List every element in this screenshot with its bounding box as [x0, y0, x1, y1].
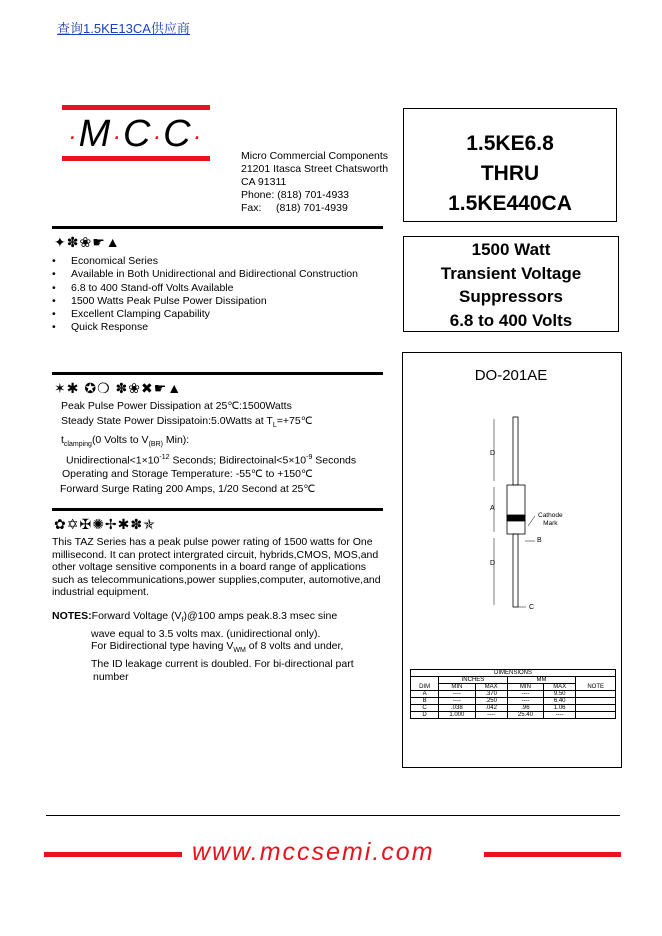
- company-name: Micro Commercial Components: [241, 150, 389, 162]
- rating-text: Steady State Power Dissipatoin:5.0Watts at T: [61, 415, 273, 427]
- url-domain: mccsemi: [259, 838, 373, 866]
- logo-letter-m: M: [78, 113, 113, 155]
- table-cell: .370: [475, 691, 507, 698]
- top-link[interactable]: 查询1.5KE13CA供应商: [57, 21, 190, 36]
- table-col-header: MAX: [475, 684, 507, 691]
- desc-line-1: 1500 Watt: [471, 240, 551, 259]
- rating-text: Min):: [162, 434, 190, 447]
- footer-bar-right: [484, 852, 621, 857]
- desc-line-3: Suppressors: [459, 287, 563, 306]
- list-item: • Economical Series: [52, 255, 358, 268]
- logo-dot: ·: [192, 120, 204, 151]
- logo-letter-c1: C: [123, 113, 153, 155]
- diode-lead-bottom: [513, 534, 518, 607]
- table-cell: A: [411, 691, 439, 698]
- table-header-mm: MM: [507, 677, 576, 684]
- rating-sub: clamping: [63, 441, 92, 449]
- rating-text: =+75℃: [276, 415, 313, 427]
- rating-text: Seconds: [312, 454, 357, 467]
- table-cell: 6.40: [544, 698, 576, 705]
- description-box: [403, 236, 619, 332]
- rating-peak-power: Peak Pulse Power Dissipation at 25℃:1500Watts: [61, 400, 292, 412]
- dimensions-table: [410, 669, 616, 719]
- table-cell: [411, 677, 439, 684]
- list-item: • 6.8 to 400 Stand-off Volts Available: [52, 282, 358, 295]
- table-cell: ----: [507, 698, 543, 705]
- table-cell: .96: [507, 705, 543, 712]
- label-b: B: [537, 537, 542, 544]
- table-cell: D: [411, 712, 439, 719]
- footer-website-link[interactable]: [192, 838, 435, 867]
- table-col-header: MIN: [439, 684, 475, 691]
- table-cell: 1.000: [439, 712, 475, 719]
- rating-surge: Forward Surge Rating 200 Amps, 1/20 Second at 25℃: [60, 482, 316, 495]
- mcc-logo: [68, 113, 203, 156]
- table-cell: ----: [439, 698, 475, 705]
- notes-line-5: number: [93, 670, 129, 683]
- label-a: A: [490, 505, 495, 512]
- diode-outline-drawing: [480, 415, 580, 615]
- diode-lead-top: [513, 417, 518, 485]
- table-cell: [576, 677, 616, 684]
- ratings-heading: ✶✱ ✪❍ ✽❀✖☛▲: [54, 380, 183, 396]
- table-cell: 25.40: [507, 712, 543, 719]
- footer-rule: [46, 815, 620, 816]
- logo-dot: ·: [68, 120, 79, 151]
- notes-text: )@100 amps peak.8.3 msec sine: [183, 610, 338, 622]
- part-number-to: 1.5KE440CA: [448, 192, 572, 215]
- rating-text: Seconds; Bidirectoinal<5×10: [169, 454, 307, 467]
- table-cell: ----: [544, 712, 576, 719]
- rating-sup: -9: [306, 454, 313, 462]
- desc-line-4: 6.8 to 400 Volts: [449, 310, 573, 330]
- notes-text: Forward Voltage (V: [91, 610, 182, 622]
- rating-sub: L: [272, 422, 277, 430]
- ratings-list: [61, 399, 356, 497]
- table-col-header: NOTE: [576, 684, 616, 691]
- description-rule: [52, 508, 383, 511]
- table-cell: [576, 712, 616, 719]
- part-number-box: [403, 108, 617, 222]
- company-street: 21201 Itasca Street Chatsworth: [241, 163, 389, 175]
- notes-label: NOTES:: [52, 610, 92, 622]
- features-heading: ✦✽❀☛▲: [54, 234, 121, 250]
- logo-dot: ·: [112, 120, 123, 151]
- table-cell: .038: [439, 705, 475, 712]
- desc-line-2: Transient Voltage: [440, 263, 582, 283]
- list-item: • Available in Both Unidirectional and Bidirectional Construction: [52, 268, 358, 281]
- table-cell: C: [411, 705, 439, 712]
- table-row: [411, 712, 616, 719]
- list-item: • Excellent Clamping Capability: [52, 308, 358, 321]
- logo-top-bar: [62, 105, 210, 110]
- footer-bar-left: [44, 852, 182, 857]
- url-prefix: www.: [192, 838, 260, 866]
- logo-bottom-bar: [62, 156, 210, 161]
- rating-text: t: [61, 434, 64, 447]
- table-cell: ----: [439, 691, 475, 698]
- table-title: DIMENSIONS: [411, 670, 616, 677]
- table-cell: [576, 691, 616, 698]
- company-phone: Phone: (818) 701-4933: [241, 189, 349, 201]
- table-cell: .250: [475, 698, 507, 705]
- table-row: [411, 691, 616, 698]
- table-header-inches: INCHES: [439, 677, 508, 684]
- company-fax: Fax: (818) 701-4939: [241, 202, 348, 214]
- rating-temperature: Operating and Storage Temperature: -55℃ to +150℃: [62, 467, 313, 480]
- logo-dot: ·: [152, 120, 164, 151]
- rating-text: (0 Volts to V: [91, 434, 149, 447]
- table-cell: 1.06: [544, 705, 576, 712]
- cathode-text: Cathode: [538, 512, 563, 519]
- ratings-rule: [52, 372, 383, 375]
- label-c: C: [529, 604, 535, 611]
- notes-sub: f: [181, 617, 184, 625]
- list-item: • Quick Response: [52, 321, 358, 334]
- url-suffix: .com: [372, 838, 435, 866]
- label-d-bottom: D: [490, 560, 496, 567]
- notes-line-4: The ID leakage current is doubled. For bi-directional part: [91, 657, 354, 670]
- table-cell: [576, 698, 616, 705]
- part-number-thru: THRU: [480, 162, 540, 185]
- rating-clamping: [61, 433, 356, 452]
- package-name: DO-201AE: [474, 367, 548, 384]
- diode-body: [507, 485, 525, 534]
- notes-line-3: [52, 640, 392, 658]
- notes: [52, 610, 392, 683]
- notes-text: For Bidirectional type having V: [91, 640, 234, 653]
- description-paragraph: This TAZ Series has a peak pulse power rating of 1500 watts for One millisecond. It can protect intergrated circuit, hybrids,CMOS, MOS,and other voltage sensitive components in a board range of applications such as telecommunications,power supplies,computer, automotive,and industrial equipment.: [52, 536, 381, 599]
- company-address: [241, 150, 388, 215]
- table-col-header: MAX: [544, 684, 576, 691]
- notes-line-1: [52, 610, 392, 628]
- rating-sub: (BR): [148, 441, 163, 449]
- table-row: [411, 705, 616, 712]
- notes-line-2: wave equal to 3.5 volts max. (unidirectional only).: [91, 627, 321, 640]
- table-cell: 9.50: [544, 691, 576, 698]
- logo-letter-c2: C: [163, 113, 193, 155]
- table-row: [411, 698, 616, 705]
- table-cell: .042: [475, 705, 507, 712]
- features-rule: [52, 226, 383, 229]
- rating-text: Unidirectional<1×10: [66, 454, 160, 467]
- notes-sub: WM: [233, 647, 246, 655]
- table-cell: ----: [475, 712, 507, 719]
- label-cathode-mark: [538, 512, 563, 528]
- table-col-header: MIN: [507, 684, 543, 691]
- table-cell: B: [411, 698, 439, 705]
- label-d-top: D: [490, 450, 496, 457]
- description-heading: ✿✡✠✺✢✱✽✯: [54, 516, 156, 532]
- company-city: CA 91311: [241, 176, 287, 188]
- rating-sup: -12: [159, 454, 170, 462]
- mark-text: Mark: [543, 520, 558, 527]
- rating-uni-bi: [61, 452, 356, 467]
- notes-text: of 8 volts and under,: [245, 640, 344, 653]
- cathode-leader: [528, 516, 535, 526]
- features-list: [52, 255, 358, 335]
- cathode-band: [507, 515, 525, 521]
- table-col-header: DIM: [411, 684, 439, 691]
- rating-steady-state: [61, 414, 356, 433]
- part-number-from: 1.5KE6.8: [466, 132, 554, 155]
- table-cell: ----: [507, 691, 543, 698]
- list-item: • 1500 Watts Peak Pulse Power Dissipation: [52, 295, 358, 308]
- table-cell: [576, 705, 616, 712]
